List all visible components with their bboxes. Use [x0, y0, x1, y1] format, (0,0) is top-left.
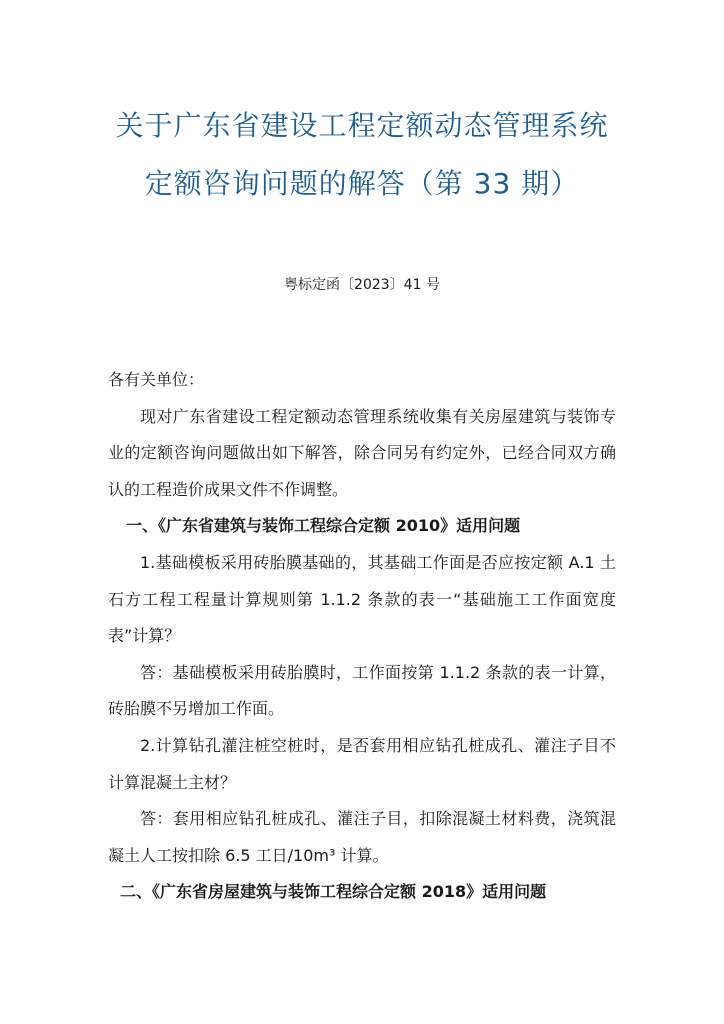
salutation: 各有关单位： — [108, 370, 205, 389]
section-heading-2018: 二、《广东省房屋建筑与装饰工程综合定额 2018》适用问题 — [120, 882, 547, 902]
section-heading-2010: 一、《广东省建筑与装饰工程综合定额 2010》适用问题 — [126, 516, 521, 536]
question-1: 1.基础模板采用砖胎膜基础的，其基础工作面是否应按定额 A.1 土石方工程工程量计算规则第 1.1.2 条款的表一“基础施工工作面宽度表”计算？ — [108, 552, 616, 646]
document-number: 粤标定函〔2023〕41 号 — [284, 277, 440, 293]
document-title-line1: 关于广东省建设工程定额动态管理系统 — [115, 109, 609, 142]
answer-2: 答：套用相应钻孔桩成孔、灌注子目，扣除混凝土材料费，浇筑混凝土人工按扣除 6.5 工日/10m³ 计算。 — [108, 809, 616, 865]
question-2: 2.计算钻孔灌注桩空桩时，是否套用相应钻孔桩成孔、灌注子目不计算混凝土主材？ — [108, 735, 616, 792]
answer-1: 答：基础模板采用砖胎膜时，工作面按第 1.1.2 条款的表一计算，砖胎膜不另增加工作面。 — [108, 662, 616, 719]
intro-paragraph: 现对广东省建设工程定额动态管理系统收集有关房屋建筑与装饰专业的定额咨询问题做出如下解答，除合同另有约定外，已经合同双方确认的工程造价成果文件不作调整。 — [108, 406, 616, 499]
document-title-line2: 定额咨询问题的解答（第 33 期） — [144, 167, 580, 200]
document-body — [108, 362, 616, 911]
